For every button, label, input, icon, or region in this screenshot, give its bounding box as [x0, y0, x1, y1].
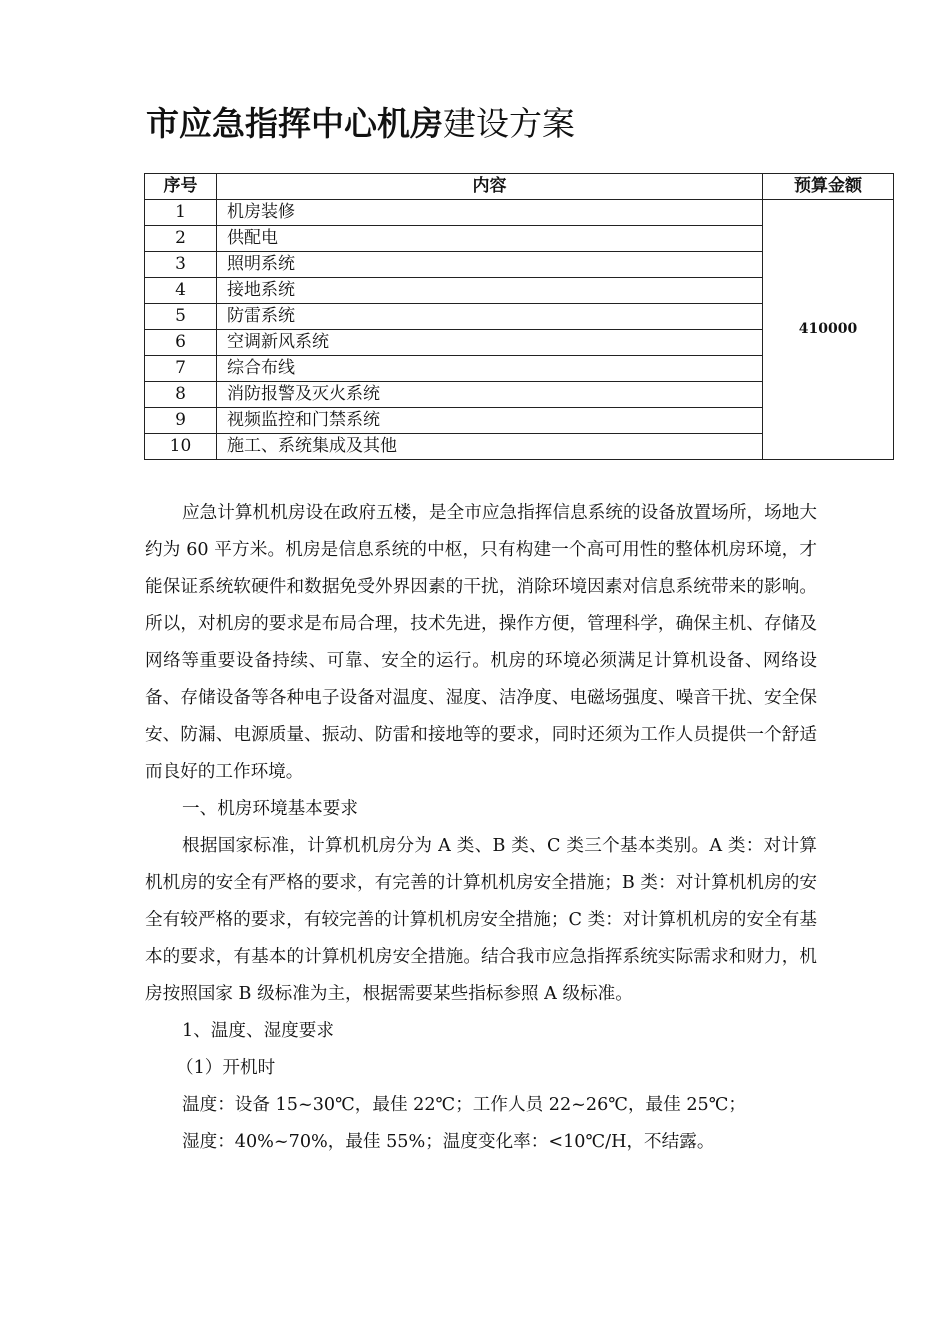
row-content: 视频监控和门禁系统	[217, 408, 763, 434]
table-row	[145, 200, 894, 226]
standard-paragraph: 根据国家标准，计算机机房分为 A 类、B 类、C 类三个基本类别。A 类：对计算机机房的安全有严格的要求，有完善的计算机机房安全措施；B 类：对计算机机房的安全有较严格的要求，有较完善的计算机机房安全措施；C 类：对计算机机房的安全有基本的要求，有基本的计算机机房安全措施。结合我市应急指挥系统实际需求和财力，机房按照国家 B 级标准为主，根据需要某些指标参照 A 级标准。	[145, 836, 817, 1004]
row-index: 3	[145, 252, 217, 278]
row-index: 1	[145, 200, 217, 226]
row-content: 综合布线	[217, 356, 763, 382]
row-index: 7	[145, 356, 217, 382]
row-content: 施工、系统集成及其他	[217, 434, 763, 460]
header-content: 内容	[217, 174, 763, 200]
row-index: 8	[145, 382, 217, 408]
section-heading: 一、机房环境基本要求	[182, 799, 358, 819]
row-content: 机房装修	[217, 200, 763, 226]
row-content: 防雷系统	[217, 304, 763, 330]
title-bold-part: 市应急指挥中心机房	[146, 104, 443, 143]
row-index: 5	[145, 304, 217, 330]
subsection-heading: 1、温度、湿度要求	[182, 1021, 334, 1041]
row-content: 消防报警及灭火系统	[217, 382, 763, 408]
row-index: 10	[145, 434, 217, 460]
budget-amount: 410000	[763, 200, 894, 460]
document-title	[146, 100, 575, 148]
row-content: 接地系统	[217, 278, 763, 304]
header-index: 序号	[145, 174, 217, 200]
row-index: 2	[145, 226, 217, 252]
row-index: 9	[145, 408, 217, 434]
intro-paragraph: 应急计算机机房设在政府五楼，是全市应急指挥信息系统的设备放置场所，场地大约为 60 平方米。机房是信息系统的中枢，只有构建一个高可用性的整体机房环境，才能保证系统软硬件和数据免受外界因素的干扰，消除环境因素对信息系统带来的影响。所以，对机房的要求是布局合理，技术先进，操作方便，管理科学，确保主机、存储及网络等重要设备持续、可靠、安全的运行。机房的环境必须满足计算机设备、网络设备、存储设备等各种电子设备对温度、湿度、洁净度、电磁场强度、噪音干扰、安全保安、防漏、电源质量、振动、防雷和接地等的要求，同时还须为工作人员提供一个舒适而良好的工作环境。	[145, 503, 817, 782]
budget-table	[144, 173, 894, 460]
humidity-line: 湿度：40%~70%，最佳 55%；温度变化率：<10℃/H，不结露。	[182, 1132, 715, 1152]
row-index: 4	[145, 278, 217, 304]
table-header-row	[145, 174, 894, 200]
document-body	[145, 495, 817, 1161]
row-content: 空调新风系统	[217, 330, 763, 356]
row-index: 6	[145, 330, 217, 356]
header-budget: 预算金额	[763, 174, 894, 200]
row-content: 供配电	[217, 226, 763, 252]
title-light-part: 建设方案	[443, 104, 575, 143]
row-content: 照明系统	[217, 252, 763, 278]
subsection-item: （1）开机时	[176, 1058, 276, 1078]
temperature-line: 温度：设备 15~30℃，最佳 22℃；工作人员 22~26℃，最佳 25℃；	[182, 1095, 746, 1115]
